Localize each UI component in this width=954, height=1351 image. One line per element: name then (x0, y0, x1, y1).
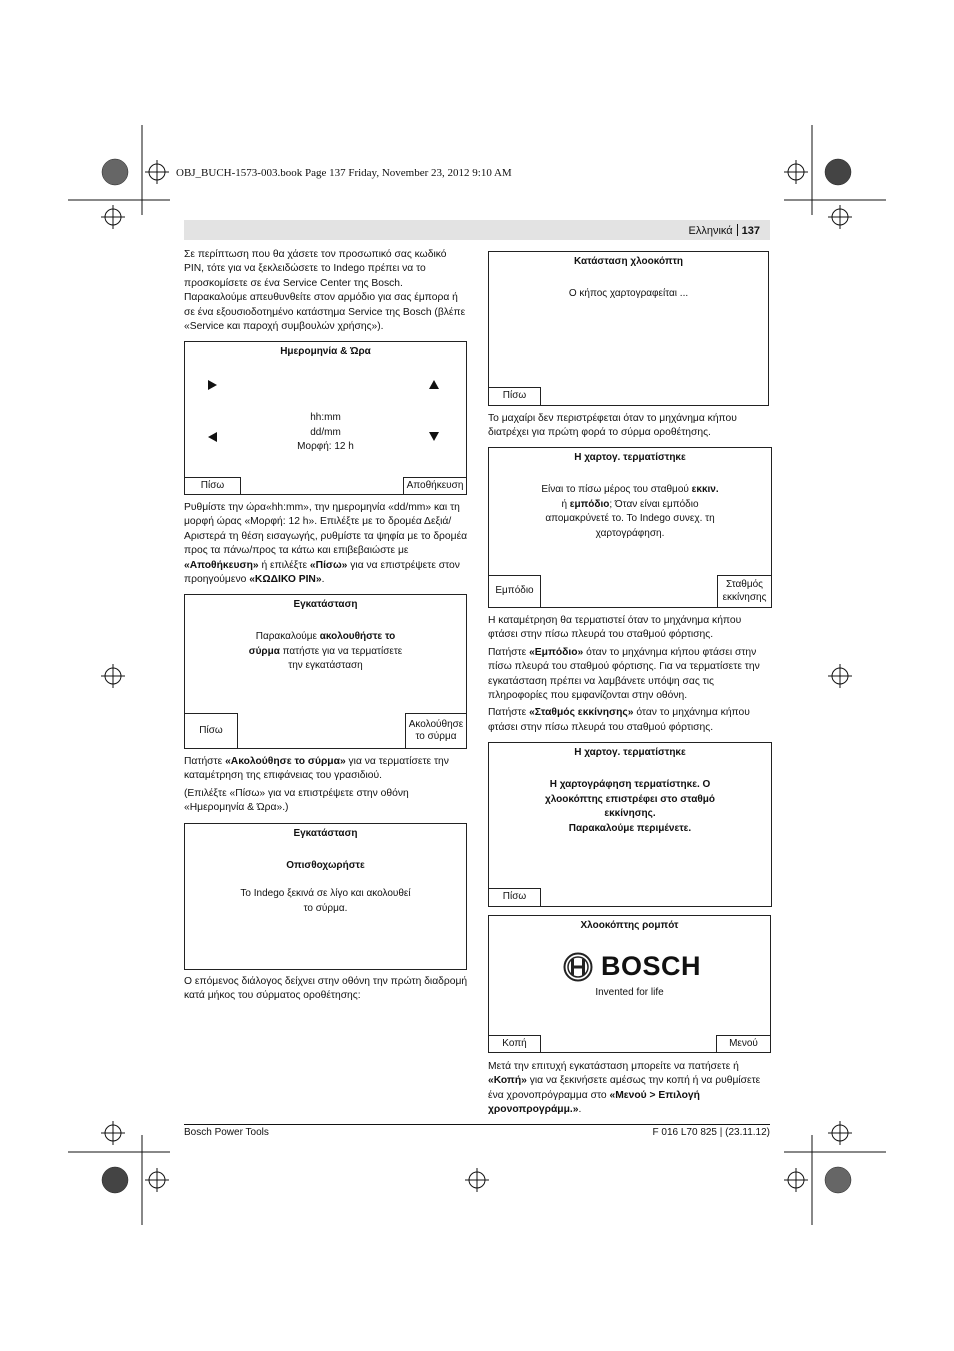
screen-mapping-finished-2 (488, 742, 772, 907)
back-button[interactable]: Πίσω (184, 477, 241, 495)
footer-right: F 016 L70 825 | (23.11.12) (652, 1127, 770, 1138)
footer-left: Bosch Power Tools (184, 1127, 269, 1138)
slogan: Invented for life (595, 987, 664, 998)
left-paragraph-2: Ρυθμίστε την ώρα«hh:mm», την ημερομηνία «dd/mm» και τη μορφή ώρας «Μορφή: 12 h». Επιλέξτε με το δρομέα Δεξιά/Αριστερά τη θέση εισαγωγής, ρυθμίστε τα ψηφία με το δρομέα προς τα πάνω/προς τα κάτω και επιβεβαιώστε με «Αποθήκευση» ή επιλέξτε «Πίσω» για να επιστρέψετε στον προηγούμενο «ΚΩΔΙΚΟ PIN». (184, 502, 468, 586)
screen-mapping-finished-1 (488, 447, 772, 608)
screen-title: Εγκατάσταση (293, 828, 358, 839)
screen-title: Η χαρτογ. τερματίστηκε (574, 747, 686, 758)
screen-subtitle: Οπισθοχωρήστε (286, 860, 365, 871)
obstacle-button[interactable]: Εμπόδιο (488, 575, 541, 608)
arrow-right-icon (208, 380, 217, 390)
right-paragraph-3: Μετά την επιτυχή εγκατάσταση μπορείτε να πατήσετε ή «Κοπή» για να ξεκινήσετε αμέσως την κοπή ή να ρυθμίσετε ένα χρονοπρόγραμμα στο «Μενού > Επιλογή χρονοπρογράμμ.». (488, 1061, 761, 1116)
left-paragraph-3: Πατήστε «Ακολούθησε το σύρμα» για να τερματίσετε την καταμέτρηση της επιφάνειας του γρασιδιού. (Επιλέξτε «Πίσω» για να επιστρέψετε στην οθόνη «Ημερομηνία & Ώρα».) (184, 756, 449, 814)
charging-station-button[interactable]: Σταθμός εκκίνησης (717, 575, 772, 608)
back-button[interactable]: Πίσω (184, 713, 238, 749)
screen-title: Η χαρτογ. τερματίστηκε (574, 452, 686, 463)
screen-title: Ημερομηνία & Ώρα (280, 346, 371, 357)
follow-wire-button[interactable]: Ακολούθησε το σύρμα (405, 713, 467, 749)
bosch-logo: BOSCH (563, 951, 701, 982)
left-paragraph-1: Σε περίπτωση που θα χάσετε τον προσωπικό σας κωδικό PIN, τότε για να ξεκλειδώσετε το Indego πρέπει να το προσκομίσετε σε ένα Service Center της Bosch. Παρακαλούμε απευθυνθείτε στον αρμόδιο για σας έμπορα ή σε ένα εξουσιοδοτημένο κατάστημα Service της Bosch (βλέπε «Service και παροχή συμβουλών χρήσης»). (184, 249, 466, 333)
page-header (184, 220, 770, 240)
screen-installation (184, 594, 467, 749)
left-paragraph-4: Ο επόμενος διάλογος δείχνει στην οθόνη την πρώτη διαδρομή κατά μήκος του σύρματος οροθέτησης: (184, 976, 468, 1002)
back-button[interactable]: Πίσω (488, 888, 541, 907)
back-button[interactable]: Πίσω (488, 387, 541, 406)
screen-title: Εγκατάσταση (293, 599, 358, 610)
menu-button[interactable]: Μενού (716, 1035, 771, 1053)
screen-body: Είναι το πίσω μέρος του σταθμού εκκιν. ή εμπόδιο; Όταν είναι εμπόδιο απομακρύνετέ το. Το Indego συνεχ. τη χαρτογράφηση. (541, 484, 719, 539)
footer-rule (184, 1124, 770, 1125)
screen-mower-status (488, 251, 769, 406)
bosch-armature-icon (563, 952, 593, 982)
screen-body: Ο κήπος χαρτογραφείται ... (568, 288, 689, 299)
screen-body: Παρακαλούμε ακολουθήστε το σύρμα πατήστε για να τερματίσετε την εγκατάσταση (248, 631, 403, 671)
right-paragraph-1: Το μαχαίρι δεν περιστρέφεται όταν το μηχάνημα κήπου διατρέχει για πρώτη φορά το σύρμα οροθέτησης. (488, 413, 737, 439)
header-language-page: Ελληνικά 137 (688, 225, 760, 237)
screen-body: hh:mm dd/mm Μορφή: 12 h (297, 412, 354, 452)
arrow-up-icon (429, 380, 439, 389)
print-info-line: OBJ_BUCH-1573-003.book Page 137 Friday, November 23, 2012 9:10 AM (176, 167, 512, 179)
page-number: 137 (741, 225, 760, 237)
screen-title: Χλοοκόπτης ρομπότ (580, 920, 679, 931)
right-paragraph-2: Η καταμέτρηση θα τερματιστεί όταν το μηχάνημα κήπου φτάσει στην πίσω πλευρά του σταθμού φόρτισης. Πατήστε «Εμπόδιο» όταν το μηχάνημα κήπου φτάσει στην πίσω πλευρά του σταθμού φόρτισης. Για να τερματίσετε την εγκατάσταση πρέπει να λαμβάνετε υπόψη σας τις πληροφορίες που εμφανίζονται στην οθόνη. Πατήστε «Σταθμός εκκίνησης» όταν το μηχάνημα κήπου φτάσει στην πίσω πλευρά του σταθμού φόρτισης. (488, 615, 760, 733)
screen-body: Το Indego ξεκινά σε λίγο και ακολουθεί το σύρμα. (240, 888, 411, 914)
save-button[interactable]: Αποθήκευση (403, 477, 467, 495)
screen-reverse (184, 823, 467, 970)
screen-date-time (184, 341, 467, 495)
screen-robot-mower (488, 915, 771, 1053)
screen-body: Η χαρτογράφηση τερματίστηκε. Ο χλοοκόπτης επιστρέφει στο σταθμό εκκίνησης. Παρακαλούμε περιμένετε. (544, 779, 716, 834)
cut-button[interactable]: Κοπή (488, 1035, 541, 1053)
screen-title: Κατάσταση χλοοκόπτη (573, 256, 684, 267)
